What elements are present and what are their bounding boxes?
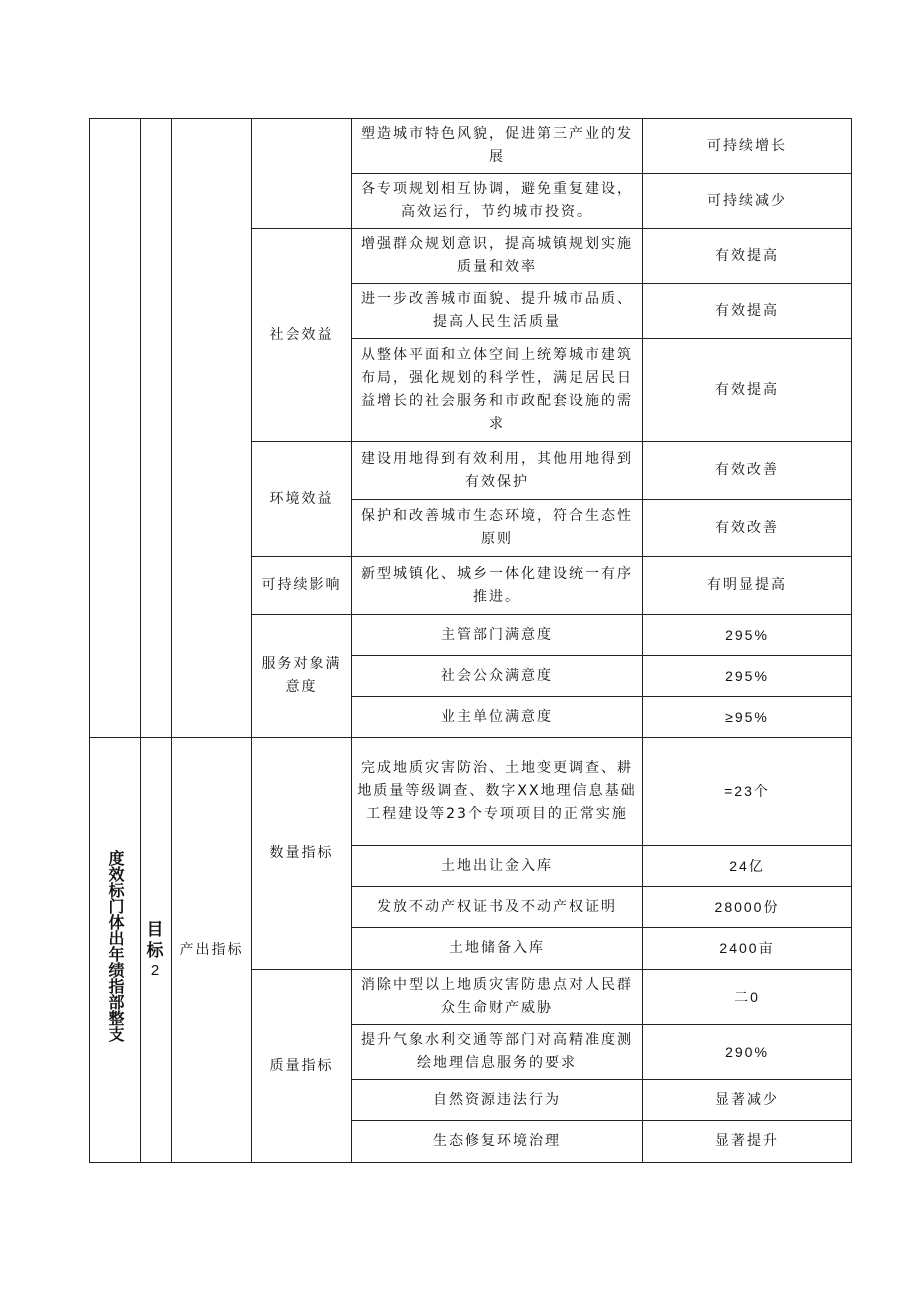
table-row	[90, 119, 852, 174]
target-cell: 有效提高	[643, 339, 852, 442]
indicator-cell: 保护和改善城市生态环境，符合生态性原则	[352, 500, 643, 557]
target-cell: 28000份	[643, 887, 852, 928]
table-row	[90, 738, 852, 846]
secondary-indicator-label	[252, 119, 352, 229]
performance-indicator-table	[89, 118, 852, 1163]
indicator-cell: 完成地质灾害防治、土地变更调查、耕地质量等级调查、数字XX地理信息基础工程建设等23个专项项目的正常实施	[352, 738, 643, 846]
indicator-cell: 建设用地得到有效利用，其他用地得到有效保护	[352, 442, 643, 500]
indicator-cell: 从整体平面和立体空间上统筹城市建筑布局，强化规划的科学性，满足居民日益增长的社会服务和市政配套设施的需求	[352, 339, 643, 442]
blank-cell	[90, 119, 141, 738]
primary-indicator-label: 产出指标	[172, 738, 252, 1163]
indicator-cell: 社会公众满意度	[352, 656, 643, 697]
indicator-cell: 进一步改善城市面貌、提升城市品质、提高人民生活质量	[352, 284, 643, 339]
target-cell: 可持续减少	[643, 174, 852, 229]
blank-cell	[141, 119, 172, 738]
target-cell: 2400亩	[643, 928, 852, 970]
section-side-text: 度效标门体出年绩指部整支	[106, 850, 125, 1042]
indicator-cell: 塑造城市特色风貌，促进第三产业的发展	[352, 119, 643, 174]
indicator-cell: 土地出让金入库	[352, 846, 643, 887]
target-cell: 295%	[643, 615, 852, 656]
target-cell: 有效改善	[643, 500, 852, 557]
target-cell: ≥95%	[643, 697, 852, 738]
target-cell: 有效改善	[643, 442, 852, 500]
indicator-cell: 自然资源违法行为	[352, 1080, 643, 1121]
secondary-indicator-label: 质量指标	[252, 970, 352, 1163]
target-cell: 显著减少	[643, 1080, 852, 1121]
indicator-cell: 新型城镇化、城乡一体化建设统一有序推进。	[352, 557, 643, 615]
target-cell: 有效提高	[643, 284, 852, 339]
indicator-cell: 增强群众规划意识，提高城镇规划实施质量和效率	[352, 229, 643, 284]
target-cell: 295%	[643, 656, 852, 697]
target-cell: 二0	[643, 970, 852, 1025]
indicator-cell: 主管部门满意度	[352, 615, 643, 656]
indicator-cell: 提升气象水利交通等部门对高精准度测绘地理信息服务的要求	[352, 1025, 643, 1080]
secondary-indicator-label: 社会效益	[252, 229, 352, 442]
section-side-label	[90, 738, 141, 1163]
indicator-cell: 业主单位满意度	[352, 697, 643, 738]
secondary-indicator-label: 环境效益	[252, 442, 352, 557]
goal-label	[141, 738, 172, 1163]
target-cell: 显著提升	[643, 1121, 852, 1163]
goal-number: 2	[150, 962, 162, 979]
secondary-indicator-label: 服务对象满意度	[252, 615, 352, 738]
indicator-cell: 消除中型以上地质灾害防患点对人民群众生命财产威胁	[352, 970, 643, 1025]
goal-title: 目标	[146, 920, 166, 961]
indicator-cell: 各专项规划相互协调，避免重复建设，高效运行，节约城市投资。	[352, 174, 643, 229]
indicator-cell: 发放不动产权证书及不动产权证明	[352, 887, 643, 928]
indicator-cell: 生态修复环境治理	[352, 1121, 643, 1163]
target-cell: =23个	[643, 738, 852, 846]
target-cell: 24亿	[643, 846, 852, 887]
target-cell: 有明显提高	[643, 557, 852, 615]
secondary-indicator-label: 可持续影响	[252, 557, 352, 615]
target-cell: 有效提高	[643, 229, 852, 284]
target-cell: 可持续增长	[643, 119, 852, 174]
indicator-cell: 土地储备入库	[352, 928, 643, 970]
target-cell: 290%	[643, 1025, 852, 1080]
blank-cell	[172, 119, 252, 738]
secondary-indicator-label: 数量指标	[252, 738, 352, 970]
